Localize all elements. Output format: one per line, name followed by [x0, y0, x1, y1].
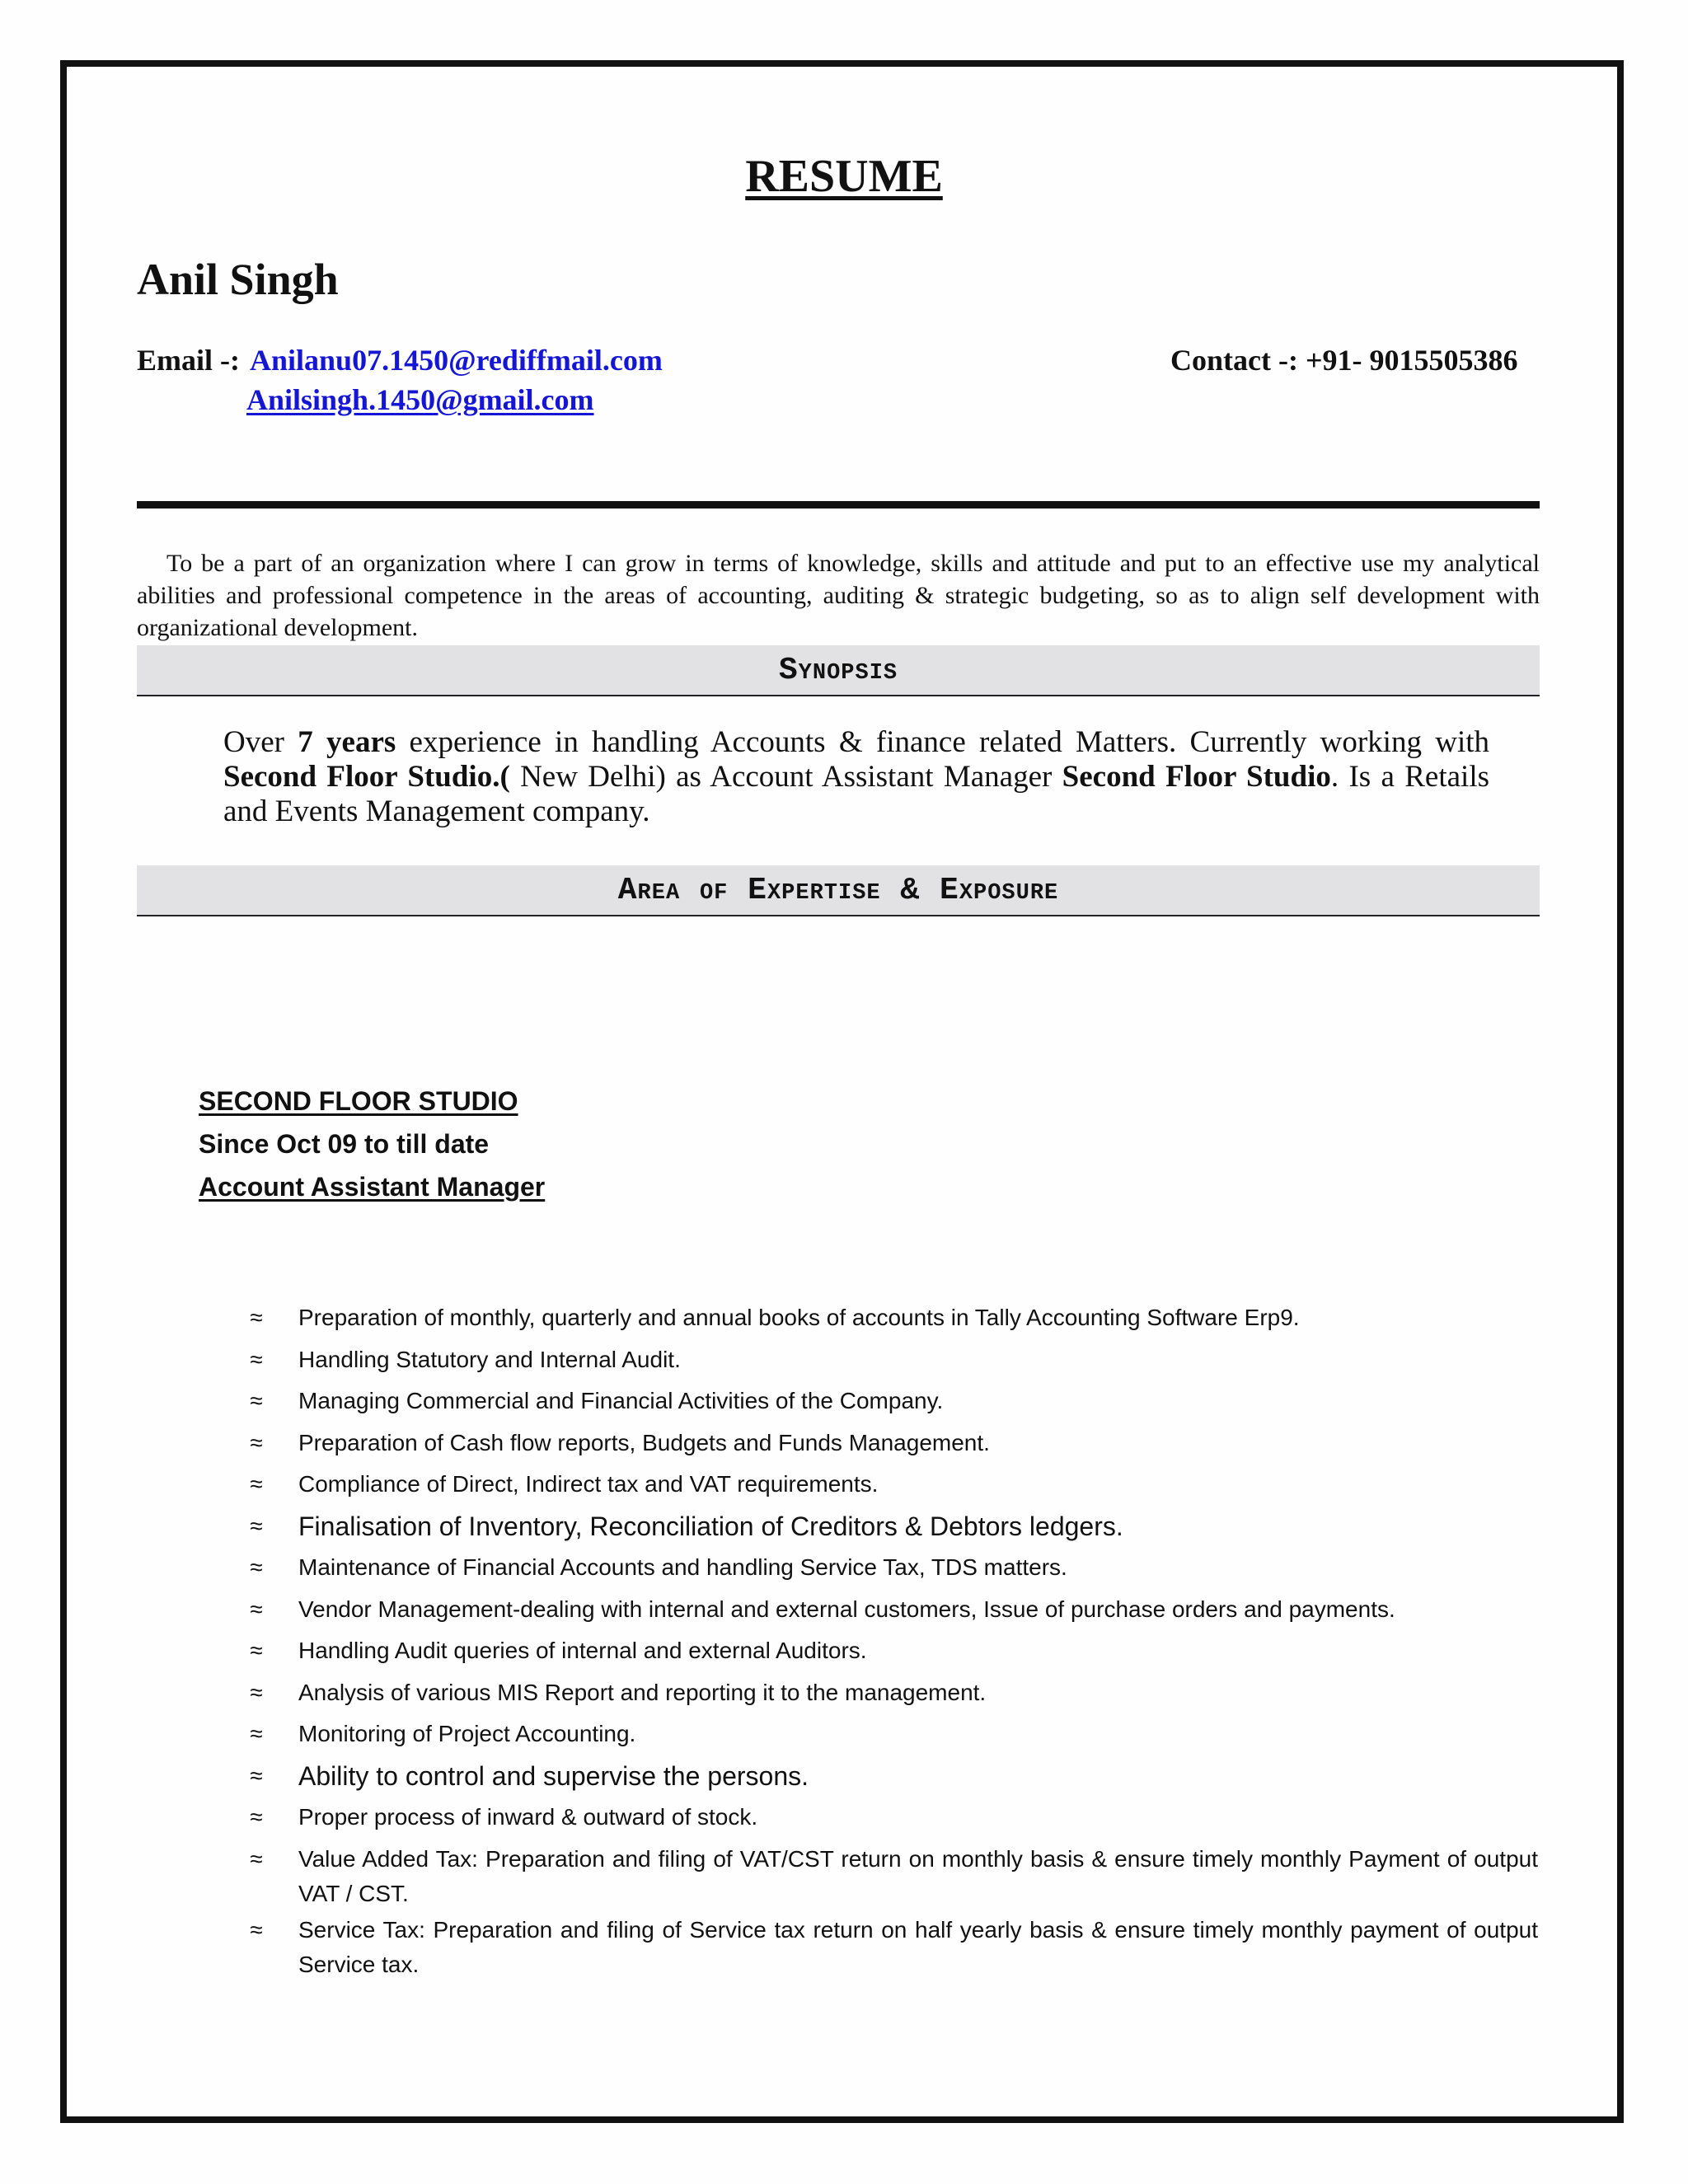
job-company: SECOND FLOOR STUDIO: [199, 1086, 518, 1116]
bullet-icon: ≈: [250, 1512, 263, 1539]
duty-text: Analysis of various MIS Report and reporting it to the management.: [298, 1679, 987, 1705]
duty-text: Preparation of Cash flow reports, Budgets and Funds Management.: [298, 1429, 990, 1455]
email-link-secondary[interactable]: Anilsingh.1450@gmail.com: [246, 383, 594, 416]
duty-text: Value Added Tax: Preparation and filing of VAT/CST return on monthly basis & ensure timely monthly Payment of output VAT / CST.: [298, 1845, 1538, 1906]
bullet-icon: ≈: [250, 1346, 263, 1372]
list-item: [244, 1343, 1538, 1377]
duty-text: Ability to control and supervise the persons.: [298, 1760, 809, 1791]
document-title: RESUME: [745, 151, 943, 202]
synopsis-company: Second Floor Studio.(: [223, 760, 510, 794]
duties-list: [244, 1301, 1538, 1984]
duty-text: Vendor Management-dealing with internal and external customers, Issue of purchase orders and payments.: [298, 1596, 1395, 1622]
list-item: [244, 1509, 1538, 1544]
list-item: [244, 1550, 1538, 1585]
synopsis-text-part: experience in handling Accounts & finance related Matters. Currently working with: [396, 725, 1489, 759]
duty-text: Service Tax: Preparation and filing of Service tax return on half yearly basis & ensure timely monthly payment of output Service tax.: [298, 1916, 1538, 1977]
duty-text: Maintenance of Financial Accounts and handling Service Tax, TDS matters.: [298, 1554, 1067, 1580]
bullet-icon: ≈: [250, 1429, 263, 1455]
bullet-icon: ≈: [250, 1916, 263, 1943]
list-item: [244, 1800, 1538, 1835]
duty-text: Managing Commercial and Financial Activities of the Company.: [298, 1388, 944, 1413]
email-link-primary[interactable]: Anilanu07.1450@rediffmail.com: [250, 344, 663, 377]
bullet-icon: ≈: [250, 1596, 263, 1622]
duty-text: Handling Audit queries of internal and external Auditors.: [298, 1638, 867, 1663]
bullet-icon: ≈: [250, 1721, 263, 1746]
list-item: [244, 1384, 1538, 1418]
list-item: [244, 1759, 1538, 1793]
job-role: Account Assistant Manager: [199, 1172, 546, 1202]
duty-text: Handling Statutory and Internal Audit.: [298, 1346, 681, 1372]
duty-text: Monitoring of Project Accounting.: [298, 1721, 636, 1746]
list-item: [244, 1913, 1538, 1982]
list-item: [244, 1717, 1538, 1751]
synopsis-text: [223, 725, 1489, 829]
duty-text: Finalisation of Inventory, Reconciliation of Creditors & Debtors ledgers.: [298, 1511, 1123, 1541]
bullet-icon: ≈: [250, 1638, 263, 1663]
list-item: [244, 1633, 1538, 1668]
bullet-icon: ≈: [250, 1388, 263, 1413]
list-item: [244, 1426, 1538, 1460]
synopsis-text-part: . Is a Retails and Events Management company.: [223, 760, 1490, 828]
bullet-icon: ≈: [250, 1762, 263, 1788]
bullet-icon: ≈: [250, 1305, 263, 1330]
list-item: [244, 1301, 1538, 1335]
synopsis-company: Second Floor Studio: [1062, 760, 1331, 794]
job-period: Since Oct 09 to till date: [199, 1129, 490, 1159]
bullet-icon: ≈: [250, 1554, 263, 1580]
list-item: [244, 1592, 1538, 1627]
list-item: [244, 1467, 1538, 1502]
email-label: Email -:: [137, 344, 240, 377]
duty-text: Proper process of inward & outward of stock.: [298, 1804, 758, 1830]
duty-text: Preparation of monthly, quarterly and annual books of accounts in Tally Accounting Software Erp9.: [298, 1305, 1300, 1330]
list-item: [244, 1842, 1538, 1911]
synopsis-heading: Synopsis: [137, 645, 1540, 696]
header-divider: [137, 501, 1540, 509]
duty-text: Compliance of Direct, Indirect tax and VAT requirements.: [298, 1471, 879, 1497]
synopsis-text-part: Over: [223, 725, 298, 759]
candidate-name: Anil Singh: [137, 255, 339, 304]
bullet-icon: ≈: [250, 1804, 263, 1830]
bullet-icon: ≈: [250, 1471, 263, 1497]
bullet-icon: ≈: [250, 1679, 263, 1705]
expertise-heading: Area of Expertise & Exposure: [137, 865, 1540, 916]
contact-number: Contact -: +91- 9015505386: [1170, 344, 1518, 377]
synopsis-years: 7 years: [298, 725, 396, 759]
career-objective: To be a part of an organization where I can grow in terms of knowledge, skills and attitude and put to an effective use my analytical abilities and professional competence in the areas of accounting, auditing & strategic budgeting, so as to align self development with organizational development.: [137, 550, 1540, 641]
bullet-icon: ≈: [250, 1845, 263, 1872]
synopsis-text-part: New Delhi) as Account Assistant Manager: [509, 760, 1062, 794]
list-item: [244, 1675, 1538, 1710]
